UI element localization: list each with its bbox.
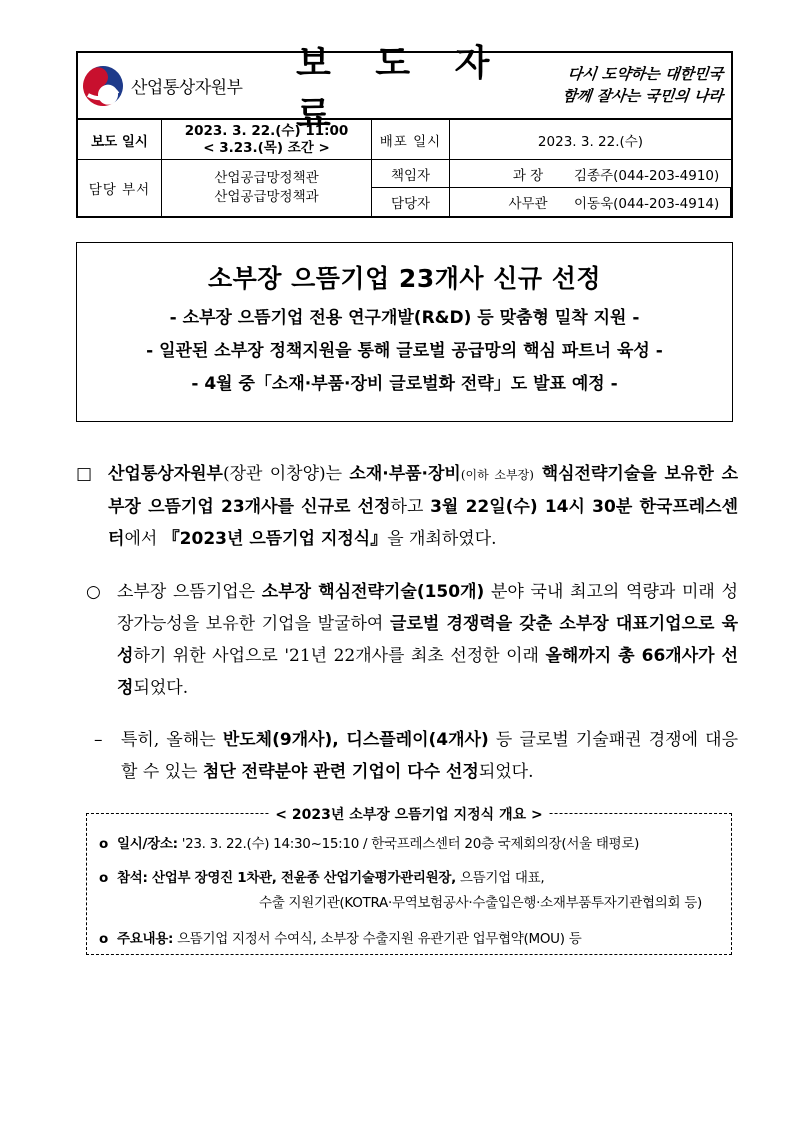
headline-sub-3: - 4월 중「소재·부품·장비 글로벌화 전략」도 발표 예정 - — [191, 374, 618, 394]
detail-paragraph — [86, 576, 738, 704]
event-item-attendees-cont — [259, 891, 702, 916]
p1-i: 『2023년 으뜸기업 지정식』 — [162, 529, 388, 549]
p1-h: 에서 — [124, 529, 163, 549]
p1-d: (이하 소부장) — [460, 468, 534, 482]
press-date-line-1: 2023. 3. 22.(수) 11:00 — [184, 122, 349, 139]
headline-box — [76, 242, 733, 422]
header-info-grid — [78, 120, 731, 216]
resp-name: 김종주(044-203-4910) — [574, 167, 720, 184]
event-overview-box — [86, 807, 732, 955]
p1-f: 하고 — [390, 497, 431, 517]
event-item-text: '23. 3. 22.(수) 14:30~15:10 / 한국프레스센터 20층 국제회의장(서울 태평로) — [177, 836, 640, 852]
press-date-line-2: < 3.23.(목) 조간 > — [203, 139, 330, 156]
press-date — [162, 120, 372, 160]
event-title — [87, 804, 731, 824]
headline-sub-2: - 일관된 소부장 정책지원을 통해 글로벌 공급망의 핵심 파트너 육성 - — [146, 341, 663, 361]
event-item-text: 으뜸기업 지정서 수여식, 소부장 수출지원 유관기관 업무협약(MOU) 등 — [173, 931, 582, 947]
event-item-program — [99, 927, 581, 952]
ministry-logo — [78, 53, 296, 118]
p1-e: 핵심전략기술을 보유한 소부장 으뜸기업 23개사를 신규로 선정 — [108, 464, 738, 517]
slogan — [521, 53, 731, 118]
slogan-line-2: 함께 잘사는 국민의 나라 — [561, 87, 724, 105]
p3-e: 되었다. — [478, 762, 534, 782]
resp-position: 과 장 — [512, 167, 544, 184]
press-date-label: 보도 일시 — [78, 120, 162, 160]
lead-paragraph — [76, 458, 738, 555]
p2-g: 되었다. — [133, 678, 189, 698]
dist-date-label: 배포 일시 — [372, 120, 450, 160]
event-bullet: o — [99, 836, 108, 852]
staff-position: 사무관 — [508, 196, 548, 212]
staff-name: 이동욱(044-203-4914) — [574, 196, 720, 212]
slogan-line-1: 다시 도약하는 대한민국 — [566, 65, 724, 83]
resp-label: 책임자 — [372, 160, 450, 188]
taeguk-emblem-icon — [82, 65, 124, 107]
circle-bullet-icon: ○ — [86, 582, 101, 602]
event-item-text: 수출 지원기관(KOTRA·무역보험공사·수출입은행·소재부품투자기관협의회 등) — [259, 895, 702, 911]
event-item-datetime — [99, 832, 639, 857]
p3-c: 등 글로벌 기술패권 경쟁에 대응할 수 있는 — [121, 730, 738, 782]
event-item-attendees — [99, 866, 544, 891]
p2-d: 글로벌 경쟁력을 갖춘 소부장 대표기업으로 육성 — [117, 614, 738, 666]
event-item-text: 으뜸기업 대표, — [455, 870, 545, 886]
doc-type-title: 보 도 자 료 — [296, 42, 506, 135]
staff-label: 담당자 — [372, 188, 450, 216]
ministry-name: 산업통상자원부 — [131, 78, 243, 98]
dist-date: 2023. 3. 22.(수) — [450, 120, 731, 160]
lead-text — [76, 458, 738, 555]
dept-names — [162, 160, 372, 216]
p2-a: 소부장 으뜸기업은 — [117, 582, 262, 602]
dept-line-1: 산업공급망정책관 — [214, 170, 319, 186]
p1-g: 3월 22일(수) 14시 30분 한국프레스센터 — [108, 497, 739, 549]
event-title-text: < 2023년 소부장 으뜸기업 지정식 개요 > — [269, 807, 548, 823]
headline-sub-1: - 소부장 으뜸기업 전용 연구개발(R&D) 등 맞춤형 밀착 지원 - — [169, 308, 640, 328]
p2-c: 분야 국내 최고의 역량과 미래 성장가능성을 보유한 기업을 발굴하여 — [117, 582, 738, 634]
p2-e: 하기 위한 사업으로 '21년 22개사를 최초 선정한 이래 — [133, 646, 546, 666]
p3-a: 특히, 올해는 — [121, 730, 223, 750]
event-bullet: o — [99, 931, 108, 947]
press-header — [76, 42, 733, 218]
p2-b: 소부장 핵심전략기술(150개) — [261, 582, 485, 602]
p1-c: 소재·부품·장비 — [349, 464, 461, 484]
event-item-label: 일시/장소: — [117, 836, 178, 852]
p3-b: 반도체(9개사), 디스플레이(4개사) — [222, 730, 489, 750]
dept-line-2: 산업공급망정책과 — [214, 189, 319, 205]
staff-person — [450, 188, 731, 216]
p1-j: 을 개최하였다. — [387, 529, 497, 549]
event-item-label: 주요내용: — [117, 931, 174, 947]
p2-f: 올해까지 총 66개사가 선정 — [117, 646, 738, 698]
square-bullet-icon: □ — [76, 464, 93, 484]
p1-a: 산업통상자원부 — [108, 464, 223, 484]
detail-text — [86, 576, 738, 704]
doc-type-cell — [296, 42, 521, 135]
dept-label: 담당 부서 — [78, 160, 162, 216]
sub-paragraph — [94, 724, 738, 788]
sub-text — [94, 724, 738, 788]
event-item-label: 참석: 산업부 장영진 1차관, 전윤종 산업기술평가관리원장, — [117, 870, 456, 886]
event-bullet: o — [99, 870, 108, 886]
headline-title: 소부장 으뜸기업 23개사 신규 선정 — [207, 264, 602, 293]
dash-bullet-icon: – — [94, 730, 103, 750]
resp-person — [450, 160, 731, 188]
p3-d: 첨단 전략분야 관련 기업이 다수 선정 — [202, 762, 479, 782]
p1-b: (장관 이창양)는 — [222, 464, 350, 484]
